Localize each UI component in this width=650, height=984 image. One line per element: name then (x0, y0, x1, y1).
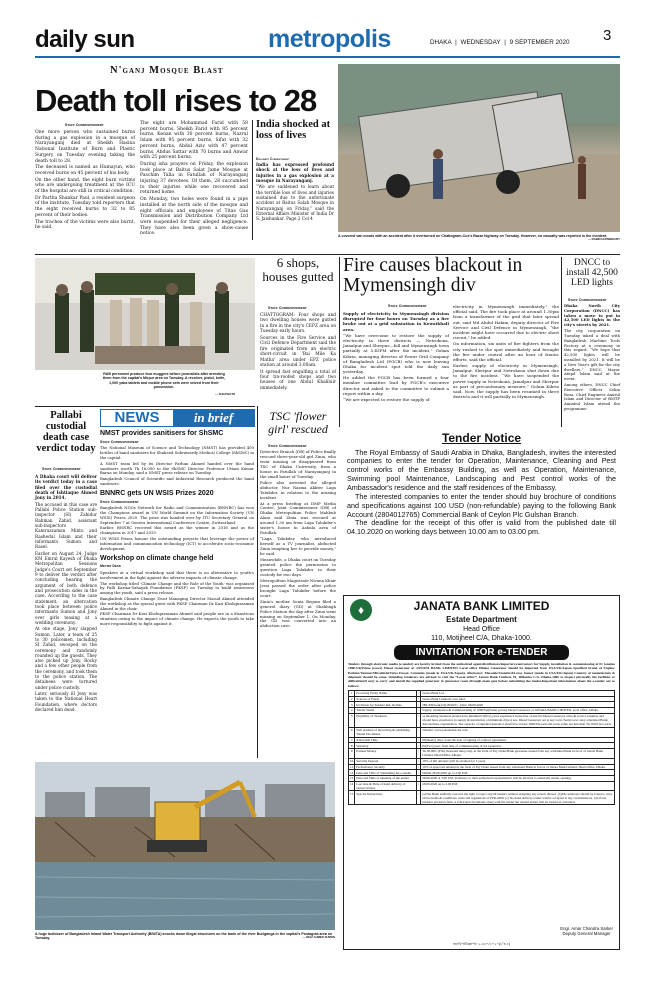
janata-bank-name: JANATA BANK LIMITED (413, 599, 550, 613)
e-tender-row-colon: : (418, 743, 420, 748)
e-tender-row-colon: : (417, 713, 421, 727)
fire-byline: Staff Correspondent (388, 304, 427, 308)
e-tender-row-key: Special Instructions (355, 791, 417, 805)
news-item-body (100, 506, 254, 551)
e-tender-row (349, 749, 615, 759)
pallabi-headline: Pallabi custodial death case verdict today (36, 410, 96, 455)
e-tender-row-number: 10 (350, 759, 354, 764)
e-tender-row-number: 8 (349, 743, 355, 749)
e-tender-row-number: 2 (349, 696, 355, 702)
tender-notice-p: The deadline for the receipt of this offer is valid from the published date till 04.10.2020 on working days between 10.00 am to 03.00 pm. (347, 518, 616, 537)
e-tender-row-colon: : (417, 749, 421, 759)
india-p: “We are saddened to learn about the terrible loss of lives and injuries sustained due to the unfortunate accident at Baitus Salah Mosque in Narayanganj on Friday,” said the External Affairs Minister of India Dr S. Jaishankar. Page 2 Col 4 (256, 184, 334, 222)
e-tender-row-colon: : (418, 759, 420, 764)
fire-column-2 (453, 304, 559, 400)
signer-block (560, 926, 613, 937)
e-tender-row-value: Within 28.09.2020 up to 2.30 P.M. (421, 770, 615, 776)
india-body (256, 162, 334, 223)
fire-col1-p: Supply of electricity in Mymensingh division disrupted for four hours on Tuesday as a fire broke out at a grid substation in Kewatkhali area. (343, 311, 449, 332)
e-tender-row-key: Earnest Money (355, 749, 417, 759)
e-tender-row-value: 02(Two) year, from date of commissioning of the Generator. (421, 743, 615, 749)
janata-bank-ad (343, 595, 620, 950)
e-tender-row-key: Web Address of Receiving & submitting Tender Document. (355, 727, 417, 737)
caption-text: RAB personnel produce four muggers before journalists after arresting them from the capital's Mirpur area on Tuesday. A revolver, pistol, knife, 1,000 yaba tablets and mobile phone sets were seized from their possession. (102, 372, 226, 390)
e-tender-row-key: Procuring Entity Name (355, 691, 417, 697)
fire-col2-p: On information, six units of fire fighters from the city rushed to the spot immediately and brought the fire under control after an hour of frantic efforts, said the official. (453, 341, 559, 362)
houses-headline: 6 shops, houses gutted (262, 255, 334, 284)
lead-col1-p: Dr Partha Shankar Paul, a resident surgeon of the institute, Tuesday told reporters that the eight received burns to 32 to 85 percent of their bodies. (35, 195, 135, 218)
photo-overturned-van-caption (338, 234, 620, 242)
section-rule (35, 406, 255, 407)
e-tender-row-value: Supply, installation & commissioning of 100KVA(Prime power) Diesel Generator at JANATA BANK LIMITED, local office, Dhaka. (421, 708, 615, 714)
e-tender-row-colon: : (418, 702, 420, 707)
e-tender-row-key: Allowable Time (355, 737, 417, 743)
fire-col2-p: Earlier, supply of electricity in Mymensingh, Jamalpur, Sherpur and Netrokona shut down due to the fire incident. “We have suspended the power supply in Netrokona, Jamalpur and Sherpur as part of precautionary measure,” Golam Kibria said. Now, the supply has been resumed in three districts and it will partially in Mymensingh. (453, 363, 559, 400)
photo-overturned-van-art (338, 64, 620, 232)
e-tender-row-colon: : (418, 776, 420, 781)
e-tender-row-colon: : (418, 697, 420, 702)
e-tender-row (349, 791, 615, 805)
section-title: metropolis (268, 25, 391, 53)
section-rule (35, 254, 620, 255)
tender-notice-title: Tender Notice (441, 431, 522, 445)
dncc-body (564, 304, 620, 413)
e-tender-row-colon: : (418, 708, 420, 713)
e-tender-row-key: Date and Time of Submitting the e-tender (355, 770, 417, 776)
e-tender-row-key: Performance Security (355, 764, 417, 770)
photo-credit: — RIAZ AHMED SUMON (302, 935, 335, 940)
dncc-p: Dhaka North City Corporation (DNCC) has taken a move to put in 42,500 LED lights in the city's streets by 2021. (564, 303, 620, 328)
janata-bank-address: 110, Motijheel C/A, Dhaka-1000. (431, 635, 532, 643)
news-in-brief-list (100, 430, 254, 628)
photo-rab-caption (100, 372, 228, 390)
tsc-headline: TSC 'flower girl' rescued (268, 409, 328, 436)
fire-col1-p: He added the PGCB has been formed a four member committee lead by PGCB's executive director and asked to the committee to submit a report within a day. (343, 375, 449, 396)
caption-text: A huge bulldozer of Bangladesh Inland Water Transport Authority (BIWTA) knocks down illegal structures on the bank of the river Buriganga in the capital's Postagola area on Tuesday. (35, 932, 333, 941)
e-tender-row-colon: : (417, 791, 421, 805)
lead-kicker: N'ganj Mosque Blast (110, 65, 224, 76)
news-item-title: Workshop on climate change held (100, 554, 214, 562)
lead-col1-p: The deceased is named as Humayun, who received burns on 45 percent of his body. (35, 165, 135, 176)
e-tender-row-key: Sources of Funds (355, 696, 417, 702)
e-tender-row-key: Eligibility of Tenderers (355, 713, 417, 727)
news-item-byline: Staff Correspondent (100, 439, 139, 444)
news-item-p: Speakers at a virtual workshop said that there is no alternative to youth's involvement in the fight against the adverse impacts of climate change. (100, 569, 254, 580)
e-tender-row-colon: : (417, 727, 421, 737)
news-item (100, 430, 254, 487)
e-tender-row (349, 781, 615, 791)
column-rule (252, 120, 253, 240)
news-item-p: Earlier, BNNRC received this award as the winner in 2016 and as the champions in 2017 and 2019. (100, 525, 254, 536)
tsc-p: Meanwhile, a Dhaka court on Tuesday granted police the permission to question Laga Talukder in their custody for two days. (260, 557, 336, 577)
masthead (35, 26, 620, 56)
janata-bank-dept: Estate Department (446, 614, 517, 624)
janata-bank-office: Head Office (463, 625, 500, 633)
lead-col1-p: The trachea of the victims were also burnt, he said. (35, 219, 135, 231)
news-item-byline: Staff Correspondent (100, 499, 139, 504)
news-item-body (100, 446, 254, 487)
tsc-p: Detective Branch (DB) of Police finally rescued three-year-old girl Zinia, who went missing or disappeared from TSC of Dhaka University, from a house in Fatullah of Narayanganj in the small hours of Tuesday. (260, 449, 336, 479)
news-banner-label: NEWS (101, 410, 173, 426)
caption-text: A covered van moots with an accident after it overturned on Chattogram-Cox's Bazar highway on Tuesday. However, no casualty was reported in the incident. (338, 234, 608, 238)
news-item (100, 555, 254, 627)
e-tender-row-value: Website: www.janatabank-bd.com (421, 727, 615, 737)
e-tender-row-value: 28.09.2020 up to 2.00 P.M (421, 781, 615, 791)
tender-notice-box (343, 429, 620, 593)
e-tender-banner: INVITATION FOR e-TENDER (394, 645, 569, 660)
lead-col2-p: The eight are Mohammad Farid with 58 percent burns, Sheikh Farid with 85 percent burns, Kenan with 30 percent burns, Nazrul Islam with 95 percent burns, Sifat with 32 percent burns, Abdul Aziz with 47 percent burns, Abdus Sattar with 70 burns and Anwar with 25 percent burns. (140, 121, 248, 161)
page-number: 3 (603, 27, 612, 44)
e-tender-row-number: 4 (349, 708, 355, 714)
e-tender-row-value: Janata Bank Ltd. (421, 691, 615, 697)
in-brief-label: in brief (173, 410, 254, 426)
lead-column-2 (140, 121, 248, 238)
pallabi-p: Earlier on August 24, Judge KM Emrul Kayesh of Dhaka Metropolitan Sessions Judge's Court set September 9 to deliver the verdict after concluding hearing the argument of both defence and prosecution sides in the case. According to the case statement, an altercation took place between police informants Sumon and Jony over girls teasing at a wedding ceremony. (35, 550, 97, 625)
e-tender-row-number: 7 (349, 737, 355, 743)
lead-col1-p: On the other hand, the eight burn victims who are undergoing treatment at the ICU of the hospital are still in critical condition. (35, 177, 135, 195)
e-tender-row-key: Last date & Time of hand delivery of earnest money (355, 781, 417, 791)
india-p: India has expressed profound shock at the loss of lives and injuries in a gas explosion at a mosque in Narayanganj. (256, 162, 334, 183)
pallabi-p: Later, seriously ill Jony was taken to the National Heart Foundation, where doctors declared him dead. (35, 691, 97, 713)
e-tender-row-key: Invitation for Tenders Ref. & Date (355, 702, 417, 708)
e-tender-row-value: Tk.50,000/-(Fifty thousand taka) only, in the form of Pay Order/Bank guarantee issued from any scheduled Bank in favor of Janata Bank Limited, Head Office ,Dhaka. (421, 749, 615, 759)
masthead-rule (35, 56, 620, 58)
houses-body (260, 313, 336, 392)
houses-p: Sources in the Fire Service and Civil Defence Department said the fire originated from an electric short-circuit in 'Bai Mile Ka Matha' area under EPZ police station at around 3.00am. (260, 335, 336, 369)
e-tender-intro: Tenders through electronic media (e-tender) are hereby invited from the authorized agent/distributors/importers/contractors for Supply, installation & commissioning of 01 (one)no 100KVA(Prime power) Diesel Generator at JANATA BANK LIMITED Local office Dhaka .Generator should be imported from USA/UK/Japan Specified brand of Engine: Perkins/Yanmar/Mitsubishi/Volvo Doosn/ Cummins (made in USA/UK/Japan), Alternator: Mecoalte/Stamford/Leroy Somer (made in USA/UK/Japan) Country of manufacture & shipment should be same. Intending tenderers are advised to visit the “Local office”, Janata Bank Limited, 01, Dilkusha C/A, Dhaka-1000 to inspect physically the facilities or difficulties(if any) to carry and install the supplied generator & generator room through main gate before submitting the tender.Important information about the e-tender are as follows: (348, 662, 615, 688)
pallabi-body (35, 474, 97, 713)
pallabi-p: At one stage, Jony slapped Sumon. Later, a team of 25 to 30 policemen, including SI Zahid, swooped on the ceremony and randomly rounded up the guests. They also picked up Jony, Rocky and a few other people from the ceremony, and took them to the police station. The detainees were tortured under police custody. (35, 626, 97, 690)
lead-col1-p: One more person who sustained burns during a gas explosion in a mosque of Narayanganj died at Sheikh Hasina National Institute of Burn and Plastic Surgery on Tuesday evening taking the death toll to 28. (35, 130, 135, 164)
news-item-byline: Metro Desk (100, 564, 122, 569)
houses-p: CHATTOGRAM: Four shops and two dwelling houses were gutted in a fire in the city's CEPZ area on Tuesday early hours. (260, 313, 336, 335)
india-byline: Diplomatic Correspondent (256, 157, 290, 161)
fire-col2-p: electricity in Mymensingh immediately,” the official said. The fire took place at around 1.30pm from a transformer of the grid that later spread out, said Md Abdul Hakim, deputy director of Fire Service and Civil Defence in Mymensingh, “the incident might have occurred due to electric short circuit,” he added. (453, 304, 559, 341)
news-item-p: Bangladesh Climate Change Trust Managing Director Masud Ahmed attended the workshop as the special guest with PKSF Chairman Dr Kazi Kholiquzzaman Ahmed in the chair. (100, 595, 254, 611)
dateline: DHAKA | WEDNESDAY | 9 SEPTEMBER 2020 (430, 39, 570, 46)
e-tender-row-value: 90(ninety) days, from the date of signing of contract agreement. (421, 737, 615, 743)
tsc-byline: Staff Correspondent (268, 444, 307, 448)
e-tender-row-value: (a)The Bank authority reserves the right to reject any/all tenders without assigning any reason thereof. (b)The tenderers should be found to obey all the terms & conditions, rules and regulations of PPR-2008. (c) No hand delivery tender will be accepted at any circumstances. (d) If any tenderer produces false or fabricated documents along with the tender the related tender will be treated as cancelled. (421, 791, 615, 805)
photo-rab-muggers-art (35, 258, 255, 370)
photo-bulldozer-art (35, 762, 335, 930)
e-tender-row-key: Tender Name (355, 708, 417, 714)
pallabi-p: A Dhaka court will deliver its verdict today in a case filed over the custodial death of Ishtiaque Ahmed Jony in 2014. (35, 474, 97, 501)
tender-notice-p: The interested companies to enter the tender should buy brochure of conditions and specifications against 100 USD (non-refundable) paying to the following Bank Account (2804012765) Commercial Bank of Ceylon Plc Gulshan Branch. (347, 491, 616, 519)
tsc-body (260, 450, 336, 630)
e-tender-row-number: 15 (349, 791, 355, 805)
dncc-headline: DNCC to install 42,500 LED lights (566, 258, 618, 288)
houses-byline: Staff Correspondent (268, 306, 307, 310)
news-item-p: UN WSIS Prizes honour the outstanding projects that leverage the power of information and communication technology (ICT) to accelerate socio-economic development. (100, 536, 254, 551)
dncc-p: Among others, DNCC Chief Executive Officer Selim Reza, Chief Engineer Amirul Islam and Director of BMTF Aminbul Islam attend the programme. (564, 382, 620, 412)
e-tender-row-number: 14 (349, 781, 355, 791)
column-rule (257, 406, 258, 758)
news-in-brief-banner (100, 409, 255, 427)
tsc-p: “Laga Talukder, who introduced herself as a TV journalist, abducted Zinia tempting her to provide money,” he said. (260, 536, 336, 557)
tender-notice-p: The Royal Embassy of Saudi Arabia in Dhaka, Bangladesh, invites the interested companies to enter the tender for Operation, Maintenance, Cleaning and Pest control works of the Embassy Building, as well as Operation, Maintenance, Swimming pool Maintenance, Landscaping and Pest control works of the Ambassador's residence and the staff residences of the Embassy. (347, 447, 616, 493)
e-tender-row-key: Date and Time of Opening of the tender (355, 775, 417, 781)
e-tender-row-number: 5 (349, 713, 355, 727)
dateline-day: WEDNESDAY (460, 39, 501, 46)
e-tender-row-value: Janata Bank Limited's own fund. (421, 696, 615, 702)
photo-rab-muggers (35, 258, 255, 370)
photo-overturned-van (338, 64, 620, 232)
houses-p: It spread fast engulfing a total of four tin-roofed shops and two houses of one Abdul Khaliluir immediately. (260, 369, 336, 391)
e-tender-row-value: 28.09.2020 at 3.00 P.M. Tenderers or their authorized representative will be allowed to attend the tender opening. (421, 775, 615, 781)
e-tender-row-value: 10% of bill amount (will be retained for 2 year). (421, 758, 615, 764)
lead-headline: Death toll rises to 28 (35, 83, 317, 118)
india-headline: India shocked at loss of lives (256, 119, 331, 142)
e-tender-row-number: 12 (350, 770, 354, 775)
photo-bulldozer-caption (35, 932, 335, 941)
lead-col2-p: On Monday, two holes were found in a pipe installed at the north side of the mosque and eight officials and employees of Titas Gas Transmission and Distribution Company Ltd were suspended for their alleged negligence. They have also been given a show-cause notice. (140, 197, 248, 237)
news-item-p: Bangladesh NGOs Network for Radio and Communication (BNNRC) has won the Champions award in UN World Summit on the Information Society (UN WSIS) Prizes 2020. The prize was handed over by ITU Secretary General on September 7 at Geneva International Conference Centre, Switzerland. (100, 505, 254, 525)
news-item-p: The workshop titled 'Climate Change and the Role of the Youth' was organised by Palli Karma-Sahayak Foundation (PKSF) on Tuesday to build awareness among the youth, said a press release. (100, 580, 254, 596)
lead-col2-p: During isha prayers on Friday, the explosion took place at Baitus Salat Jame Mosque at Paschim Talla in Fatullah of Narayanganj injuring 37 devotees. Of them, 28 succumbed to their injuries while one recovered and returned home. (140, 161, 248, 196)
news-item-p: PKSF Chairman Dr Kazi Kholiquzzaman Ahmed said people are in a disastrous situation owing to the impact of climate change. He expects the youth to take more responsibility to fight against it. (100, 611, 254, 627)
lead-column-1 (35, 130, 135, 232)
e-tender-row-colon: : (417, 781, 421, 791)
signer-title: Deputy General Manager (562, 931, 611, 937)
fire-col1-p: “We have overcome to restore the supply of electricity in three districts — Netrokona, Jamalpur and Sherpur—full and Mymensingh town partially at 5.45PM after the incident,” Golam Kibria, managing director of Power Grid Company of Bangladesh Ltd (PGCB) who is now leaving Dhaka for incident spot told the daily sun yesterday. (343, 332, 449, 375)
e-tender-row-value: 10% of approved amount in the form of Pay Order issued from any scheduled Bank in favors of Janata Bank Limited, Head Office, Dhaka. (421, 764, 615, 770)
e-tender-row-colon: : (418, 764, 420, 769)
dateline-city: DHAKA (430, 39, 452, 46)
e-tender-row (349, 713, 615, 727)
e-tender-row-number: 11 (350, 764, 354, 769)
e-tender-row-value: a) Intending tenderers should have minimum 5(five) years experience in the line of electric Diesel Generator sales & service business and should have experience in supply & installation of minimum 2(two) nos. Diesel Generator set at any Govt./Semi Govt./Any scheduled Bank/ Autonomous organization. The capacity of supplied generator should be at least 100KVA each and work value not less than Tk.16.00 lacs each. (421, 713, 615, 727)
pallabi-p: The accused in this case are Pallabi Police Station sub-inspector (SI) Zahidur Rahman Zahid, assistant sub-inspectors Kamruzzaman Minto and Rashedul Islam and their informants Sumon and Rasel. (35, 501, 97, 550)
news-item-title: NMST provides sanitisers for ShSMC (100, 430, 224, 437)
e-tender-row-number: 1 (349, 691, 355, 697)
tsc-p: Zinia's mother Sonia Begum filed a general diary (GD) at Shahbagh Police Station the day after Zinia went missing on September 1. On Monday, the GD was converted into an abduction case. (260, 598, 336, 629)
brand-logo: daily sun (35, 26, 135, 53)
fire-col1-p: “We are expected to restore the supply of (343, 397, 430, 402)
e-tender-row-key: Security Deposit (355, 758, 417, 764)
tsc-p: Metropolitan Magistrate Nivana Khair Jessi passed the order after police brought Laga Talukder before the court. (260, 577, 336, 598)
e-tender-row-number: 6 (349, 727, 355, 737)
tsc-p: At a press briefing at DMP Media Centre, Joint Commissioner (DB) of Dhaka Metropolitan Police Mahbub Alam said Zinia was rescued at around 1.30 am from Laga Talukder's sister's house in Ashula area of Fatullah. (260, 500, 336, 536)
dncc-byline: Staff Correspondent (568, 298, 607, 302)
photo-credit: — SUN PHOTO (215, 392, 236, 396)
pallabi-byline: Staff Correspondent (42, 467, 81, 471)
news-item-body (100, 571, 254, 627)
news-item (100, 490, 254, 552)
e-tender-row-number: 9 (349, 749, 355, 759)
dateline-date: 9 SEPTEMBER 2020 (509, 39, 570, 46)
e-tender-row-key: Warranty (355, 743, 417, 749)
tsc-p: Police also arrested the alleged abductor, Nur Nazma Akhter Laga Talukder, in relation to the missing incident. (260, 479, 336, 500)
e-tender-row-colon: : (418, 691, 420, 696)
e-tender-row-colon: : (418, 737, 420, 742)
e-tender-row-value: JBL/ED/Gen(LO)/2020/51 , Date: 08.09.2020 (421, 702, 615, 708)
column-rule (561, 257, 562, 427)
e-tender-row-number: 13 (350, 776, 354, 781)
lead-byline: Staff Correspondent (65, 123, 104, 127)
photo-bulldozer-buriganga (35, 762, 335, 930)
news-item-p: The National Museum of Science and Technology (NMST) has provided 400 bottles of hand sanitisers for Shaheed Suhrawardy Medical College (ShSMC) in the capital. (100, 445, 254, 460)
e-tender-row (349, 727, 615, 737)
news-item-p: A NMST team led by its Director Farhan Ahmed handed over the hand sanitisers worth Tk 16,000 to the ShSMC Director Professor Uttam Kumar Barua on Monday, said a NMST press release on Tuesday. (100, 460, 254, 476)
fire-column-1 (343, 311, 449, 403)
e-tender-row-colon: : (418, 770, 420, 775)
tender-notice-body (347, 449, 616, 538)
fire-headline: Fire causes blackout in Mymensingh div (343, 255, 523, 297)
column-rule (339, 257, 340, 427)
signer-name: Engr. Amar Chandra Sarker (560, 925, 613, 931)
e-tender-table (348, 690, 615, 805)
photo-credit: — RABIN CHOWDHURY (588, 237, 620, 242)
ad-footer-code: জনবিপ/বিজ্ঞাপন ২-৪৮০/২০২০(৮"x ৪) (453, 942, 510, 947)
news-item-title: BNNRC gets UN WSIS Prizes 2020 (100, 489, 214, 497)
news-item-p: Bangladesh Council of Scientific and Industrial Research produced the hand sanitisers. (100, 476, 254, 487)
janata-bank-logo-icon: ♦ (350, 599, 372, 621)
dncc-p: The city corporation on Tuesday inked a deal with Bangladesh Machine Tools Factory at a ceremony in this regard. “We hope that 42,500 lights will be installed by 2021. It will be a New Year's gift for the city dwellers,” DNCC Mayor Atiqul Islam said at the event. (564, 328, 620, 382)
e-tender-row-number: 3 (349, 702, 355, 708)
